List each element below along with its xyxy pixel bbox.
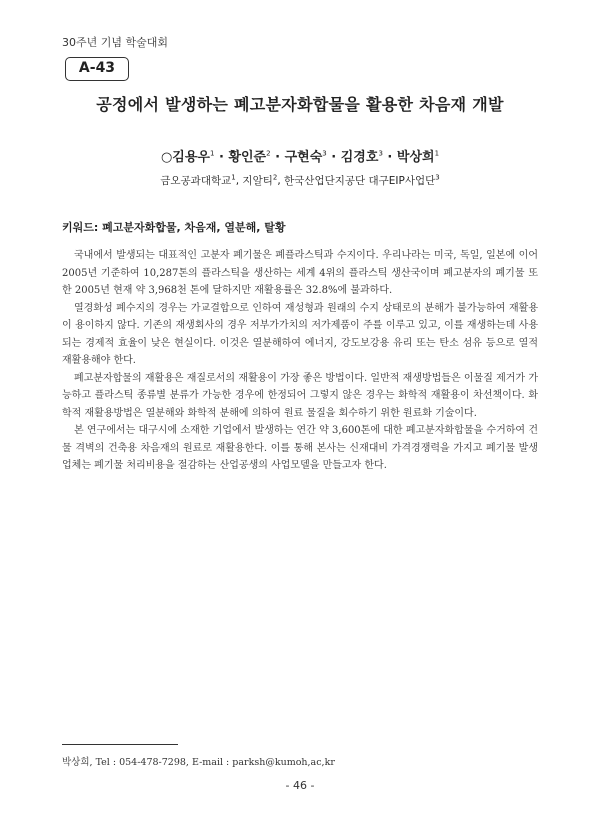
author-separator: · xyxy=(270,150,285,165)
paragraph: 열경화성 폐수지의 경우는 가교결합으로 인하여 재성형과 원래의 수지 상태로의 분해가 불가능하여 재활용이 용이하지 않다. 기존의 재생회사의 경우 저부가가치의 저가제품이 주를 이루고 있고, 이를 재생하는데 사용되는 경제적 효율이 낮은 현실이다. 이것은 열분해하여 에너지, 강도보강용 유리 또는 탄소 섬유 등으로 열적 재활용해야 한다. xyxy=(62,302,538,366)
affiliation-mark: 3 xyxy=(435,173,440,182)
author-affiliation-mark: 1 xyxy=(209,149,215,158)
affiliation-separator: , xyxy=(235,175,243,187)
keywords xyxy=(62,219,286,235)
footnote-rule xyxy=(62,744,178,745)
paragraph: 본 연구에서는 대구시에 소재한 기업에서 발생하는 연간 약 3,600톤에 대한 폐고분자화합물을 수거하여 건물 격벽의 건축용 차음재의 원료로 재활용한다. 이를 통해 본사는 신재대비 가격경쟁력을 가지고 폐기물 발생업체는 폐기물 처리비용을 절감하는 산업공생의 사업모델을 만들고자 한다. xyxy=(62,425,538,471)
author-affiliation-mark: 3 xyxy=(378,149,383,158)
author: 김경호 xyxy=(340,150,379,165)
page-number: - 46 - xyxy=(285,779,315,792)
author: 박상희 xyxy=(396,150,435,165)
paper-title: 공정에서 발생하는 폐고분자화합물을 활용한 차음재 개발 xyxy=(96,95,504,114)
author-affiliation-mark: 1 xyxy=(434,149,440,158)
author-separator: · xyxy=(382,150,397,165)
author-affiliation-mark: 3 xyxy=(322,149,327,158)
contact-footnote: 박상희, Tel : 054-478-7298, E-mail : parksh@kumoh,ac,kr xyxy=(62,757,335,768)
affiliation: 한국산업단지공단 대구EIP사업단 xyxy=(284,175,436,187)
affiliation: 지알티 xyxy=(242,175,273,187)
author-separator: · xyxy=(214,150,229,165)
paper-id-badge: A-43 xyxy=(65,57,129,81)
author-list xyxy=(0,146,600,165)
affiliation-mark: 1 xyxy=(231,173,236,182)
presenter-mark: ○ xyxy=(160,150,173,165)
affiliation: 금오공과대학교 xyxy=(160,175,232,187)
affiliation-mark: 2 xyxy=(272,173,278,182)
keywords-text: 폐고분자화합물, 차음재, 열분해, 탈황 xyxy=(102,221,286,234)
affiliation-separator: , xyxy=(277,175,285,187)
author-separator: · xyxy=(326,150,341,165)
author: 김용우 xyxy=(172,150,210,165)
affiliation-list xyxy=(0,173,600,188)
author-affiliation-mark: 2 xyxy=(266,149,271,158)
paragraph: 국내에서 발생되는 대표적인 고분자 폐기물은 폐플라스틱과 수지이다. 우리나라는 미국, 독일, 일본에 이어 2005년 기준하여 10,287톤의 플라스틱을 생산하는 세계 4위의 플라스틱 생산국이며 폐고분자의 폐기물 또한 2005년 현재 약 3,968천 톤에 달하지만 재활용률은 32.8%에 불과하다. xyxy=(62,250,538,296)
abstract-body xyxy=(62,247,538,475)
author: 구현숙 xyxy=(284,150,323,165)
paragraph: 폐고분자합물의 재활용은 재질로서의 재활용이 가장 좋은 방법이다. 일반적 재생방법들은 이물질 제거가 가능하고 플라스틱 종류별 분류가 가능한 경우에 한정되어 그렇지 않은 경우는 화학적 재활용이 차선책이다. 화학적 재활용방법은 열분해와 화학적 분해에 의하여 원료 물질을 회수하기 위한 원료화 기술이다. xyxy=(62,372,538,419)
author: 황인준 xyxy=(228,150,267,165)
conference-header: 30주년 기념 학술대회 xyxy=(62,36,168,49)
keywords-label: 키워드: xyxy=(62,221,99,234)
